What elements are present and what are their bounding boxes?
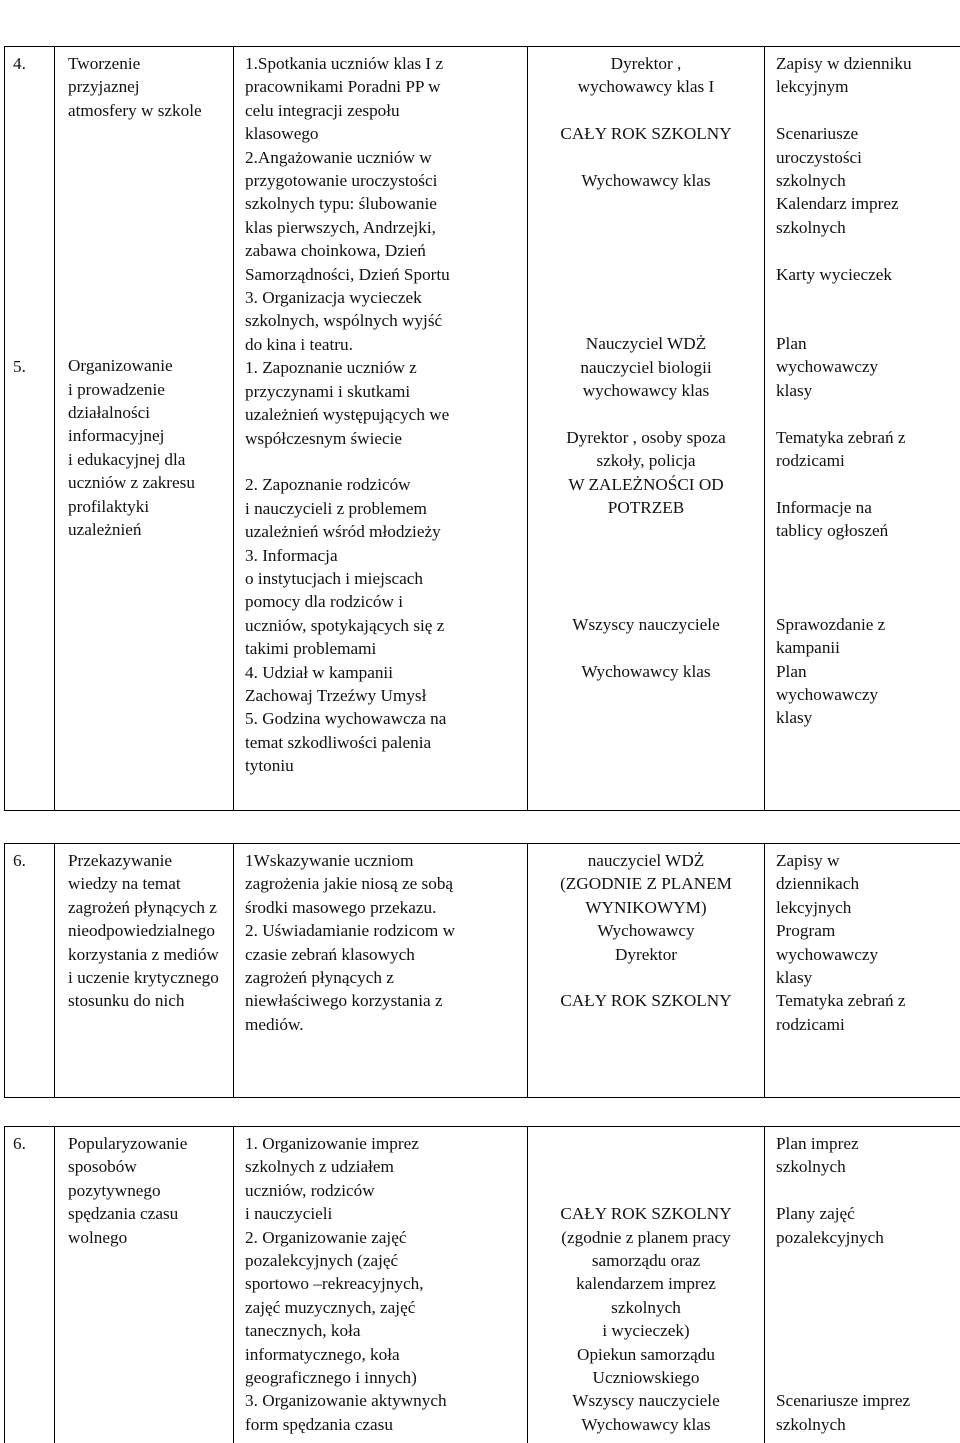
- text-line: współczesnym świecie: [245, 427, 520, 450]
- text-line: Scenariusze imprez: [776, 1389, 955, 1412]
- task-cell: [55, 844, 234, 1098]
- text-line: Zapisy w: [776, 849, 955, 872]
- row-number-cell: [5, 1127, 55, 1443]
- task-text: [62, 849, 226, 1013]
- task-cell: [55, 47, 234, 811]
- actions-text: [241, 1132, 520, 1436]
- text-line: zagrożeń płynących z: [245, 966, 520, 989]
- text-line: 5. Godzina wychowawcza na: [245, 707, 520, 730]
- text-line: o instytucjach i miejscach: [245, 567, 520, 590]
- text-line: uczniów, spotykających się z: [245, 614, 520, 637]
- text-line: 1.Spotkania uczniów klas I z: [245, 52, 520, 75]
- text-line: Karty wycieczek: [776, 263, 955, 286]
- table-section-1: [4, 46, 960, 811]
- actions-cell: [234, 1127, 528, 1443]
- text-line: lekcyjnych: [776, 896, 955, 919]
- text-line: 2. Zapoznanie rodziców: [245, 473, 520, 496]
- text-line: WYNIKOWYM): [535, 896, 757, 919]
- text-line: rodzicami: [776, 1013, 955, 1036]
- text-line: lekcyjnym: [776, 75, 955, 98]
- text-line: Opiekun samorządu: [535, 1343, 757, 1366]
- text-line: Wychowawcy: [535, 919, 757, 942]
- row-number: 5.: [13, 355, 47, 378]
- text-line: samorządu oraz: [535, 1249, 757, 1272]
- text-line: atmosfery w szkole: [68, 99, 226, 122]
- text-line: CAŁY ROK SZKOLNY: [535, 122, 757, 145]
- text-line: geograficznego i innych): [245, 1366, 520, 1389]
- text-line: Plan: [776, 332, 955, 355]
- text-line: nieodpowiedzialnego: [68, 919, 226, 942]
- table-row: [5, 1127, 960, 1443]
- text-line: tanecznych, koła: [245, 1319, 520, 1342]
- text-line: działalności: [68, 401, 226, 424]
- text-line: szkolnych: [776, 1413, 955, 1436]
- row-number-cell: [5, 844, 55, 1098]
- text-line: Dyrektor: [535, 943, 757, 966]
- text-line: przyczynami i skutkami: [245, 380, 520, 403]
- text-line: Dyrektor , osoby spoza: [535, 426, 757, 449]
- text-line: POTRZEB: [535, 496, 757, 519]
- text-line: form spędzania czasu: [245, 1413, 520, 1436]
- text-line: celu integracji zespołu: [245, 99, 520, 122]
- text-line: szkolnych: [535, 1296, 757, 1319]
- text-line: i uczenie krytycznego: [68, 966, 226, 989]
- text-line: wychowawczy: [776, 683, 955, 706]
- text-line: CAŁY ROK SZKOLNY: [535, 989, 757, 1012]
- text-line: profilaktyki: [68, 495, 226, 518]
- text-line: Plany zajęć: [776, 1202, 955, 1225]
- table-row: [5, 844, 960, 1098]
- text-line: 3. Organizowanie aktywnych: [245, 1389, 520, 1412]
- documentation-text: [772, 849, 955, 1036]
- text-line: tytoniu: [245, 754, 520, 777]
- text-line: szkolnych: [776, 216, 955, 239]
- text-line: mediów.: [245, 1013, 520, 1036]
- text-line: Wychowawcy klas: [535, 660, 757, 683]
- text-line: 2. Organizowanie zajęć: [245, 1226, 520, 1249]
- text-line: niewłaściwego korzystania z: [245, 989, 520, 1012]
- text-line: Plan imprez: [776, 1132, 955, 1155]
- text-line: szkoły, policja: [535, 449, 757, 472]
- text-line: Wychowawcy klas: [535, 1413, 757, 1436]
- text-line: 3. Informacja: [245, 544, 520, 567]
- text-line: zagrożenia jakie niosą ze sobą: [245, 872, 520, 895]
- text-line: korzystania z mediów: [68, 943, 226, 966]
- text-line: kalendarzem imprez: [535, 1272, 757, 1295]
- text-line: pozalekcyjnych: [776, 1226, 955, 1249]
- text-line: Samorządności, Dzień Sportu: [245, 263, 520, 286]
- row-number: 6.: [13, 1132, 47, 1155]
- text-line: szkolnych typu: ślubowanie: [245, 192, 520, 215]
- text-line: informatycznego, koła: [245, 1343, 520, 1366]
- documentation-cell: [765, 47, 960, 811]
- actions-text: [241, 849, 520, 1036]
- text-line: i nauczycieli z problemem: [245, 497, 520, 520]
- table-section-2: [4, 843, 960, 1098]
- text-line: wychowawcy klas I: [535, 75, 757, 98]
- responsible-cell: [528, 844, 765, 1098]
- text-line: czasie zebrań klasowych: [245, 943, 520, 966]
- task-cell: [55, 1127, 234, 1443]
- text-line: 2.Angażowanie uczniów w: [245, 146, 520, 169]
- responsible-cell: [528, 47, 765, 811]
- text-line: i nauczycieli: [245, 1202, 520, 1225]
- text-line: uczniów, rodziców: [245, 1179, 520, 1202]
- text-line: do kina i teatru.: [245, 333, 520, 356]
- text-line: klasowego: [245, 122, 520, 145]
- task-text: [62, 52, 226, 122]
- text-line: Tematyka zebrań z: [776, 426, 955, 449]
- text-line: uroczystości: [776, 146, 955, 169]
- text-line: Plan: [776, 660, 955, 683]
- text-line: szkolnych: [776, 169, 955, 192]
- text-line: szkolnych, wspólnych wyjść: [245, 309, 520, 332]
- text-line: szkolnych z udziałem: [245, 1155, 520, 1178]
- text-line: pomocy dla rodziców i: [245, 590, 520, 613]
- text-line: Zapisy w dzienniku: [776, 52, 955, 75]
- text-line: klasy: [776, 966, 955, 989]
- text-line: środki masowego przekazu.: [245, 896, 520, 919]
- text-line: wiedzy na temat: [68, 872, 226, 895]
- documentation-text: [772, 1132, 955, 1436]
- text-line: Scenariusze: [776, 122, 955, 145]
- text-line: Popularyzowanie: [68, 1132, 226, 1155]
- text-line: zabawa choinkowa, Dzień: [245, 239, 520, 262]
- text-line: nauczyciel WDŻ: [535, 849, 757, 872]
- documentation-text: [772, 52, 955, 730]
- text-line: pozytywnego: [68, 1179, 226, 1202]
- documentation-cell: [765, 1127, 960, 1443]
- text-line: 1Wskazywanie uczniom: [245, 849, 520, 872]
- text-line: 2. Uświadamianie rodzicom w: [245, 919, 520, 942]
- text-line: 1. Zapoznanie uczniów z: [245, 356, 520, 379]
- text-line: temat szkodliwości palenia: [245, 731, 520, 754]
- text-line: takimi problemami: [245, 637, 520, 660]
- text-line: 3. Organizacja wycieczek: [245, 286, 520, 309]
- text-line: klas pierwszych, Andrzejki,: [245, 216, 520, 239]
- documentation-cell: [765, 844, 960, 1098]
- responsible-cell: [528, 1127, 765, 1443]
- row-number: 6.: [13, 849, 47, 872]
- task-text: [62, 354, 226, 541]
- text-line: dziennikach: [776, 872, 955, 895]
- text-line: wychowawcy klas: [535, 379, 757, 402]
- text-line: Wszyscy nauczyciele: [535, 613, 757, 636]
- text-line: informacyjnej: [68, 424, 226, 447]
- text-line: uzależnień występujących we: [245, 403, 520, 426]
- text-line: (zgodnie z planem pracy: [535, 1226, 757, 1249]
- text-line: Sprawozdanie z: [776, 613, 955, 636]
- row-number-cell: [5, 47, 55, 811]
- text-line: uzależnień wśród młodzieży: [245, 520, 520, 543]
- text-line: przyjaznej: [68, 75, 226, 98]
- text-line: zagrożeń płynących z: [68, 896, 226, 919]
- actions-cell: [234, 47, 528, 811]
- text-line: Organizowanie: [68, 354, 226, 377]
- text-line: uczniów z zakresu: [68, 471, 226, 494]
- text-line: zajęć muzycznych, zajęć: [245, 1296, 520, 1319]
- text-line: pozalekcyjnych (zajęć: [245, 1249, 520, 1272]
- text-line: Tworzenie: [68, 52, 226, 75]
- text-line: kampanii: [776, 636, 955, 659]
- text-line: Tematyka zebrań z: [776, 989, 955, 1012]
- text-line: Kalendarz imprez: [776, 192, 955, 215]
- text-line: i prowadzenie: [68, 378, 226, 401]
- text-line: Wszyscy nauczyciele: [535, 1389, 757, 1412]
- text-line: nauczyciel biologii: [535, 356, 757, 379]
- text-line: Uczniowskiego: [535, 1366, 757, 1389]
- text-line: spędzania czasu: [68, 1202, 226, 1225]
- text-line: wychowawczy: [776, 355, 955, 378]
- text-line: i wycieczek): [535, 1319, 757, 1342]
- text-line: 4. Udział w kampanii: [245, 661, 520, 684]
- text-line: Informacje na: [776, 496, 955, 519]
- text-line: W ZALEŻNOŚCI OD: [535, 473, 757, 496]
- actions-text: [241, 52, 520, 778]
- text-line: i edukacyjnej dla: [68, 448, 226, 471]
- actions-cell: [234, 844, 528, 1098]
- text-line: Wychowawcy klas: [535, 169, 757, 192]
- row-number: 4.: [13, 52, 47, 75]
- text-line: Program: [776, 919, 955, 942]
- text-line: sportowo –rekreacyjnych,: [245, 1272, 520, 1295]
- text-line: stosunku do nich: [68, 989, 226, 1012]
- text-line: uzależnień: [68, 518, 226, 541]
- text-line: klasy: [776, 379, 955, 402]
- text-line: 1. Organizowanie imprez: [245, 1132, 520, 1155]
- table-row: [5, 47, 960, 811]
- text-line: sposobów: [68, 1155, 226, 1178]
- text-line: CAŁY ROK SZKOLNY: [535, 1202, 757, 1225]
- text-line: pracownikami Poradni PP w: [245, 75, 520, 98]
- text-line: wolnego: [68, 1226, 226, 1249]
- text-line: Zachowaj Trzeźwy Umysł: [245, 684, 520, 707]
- task-text: [62, 1132, 226, 1249]
- text-line: (ZGODNIE Z PLANEM: [535, 872, 757, 895]
- text-line: wychowawczy: [776, 943, 955, 966]
- text-line: Dyrektor ,: [535, 52, 757, 75]
- text-line: rodzicami: [776, 449, 955, 472]
- text-line: klasy: [776, 706, 955, 729]
- text-line: szkolnych: [776, 1155, 955, 1178]
- text-line: przygotowanie uroczystości: [245, 169, 520, 192]
- text-line: Nauczyciel WDŻ: [535, 332, 757, 355]
- table-section-3: [4, 1126, 960, 1443]
- text-line: Przekazywanie: [68, 849, 226, 872]
- text-line: tablicy ogłoszeń: [776, 519, 955, 542]
